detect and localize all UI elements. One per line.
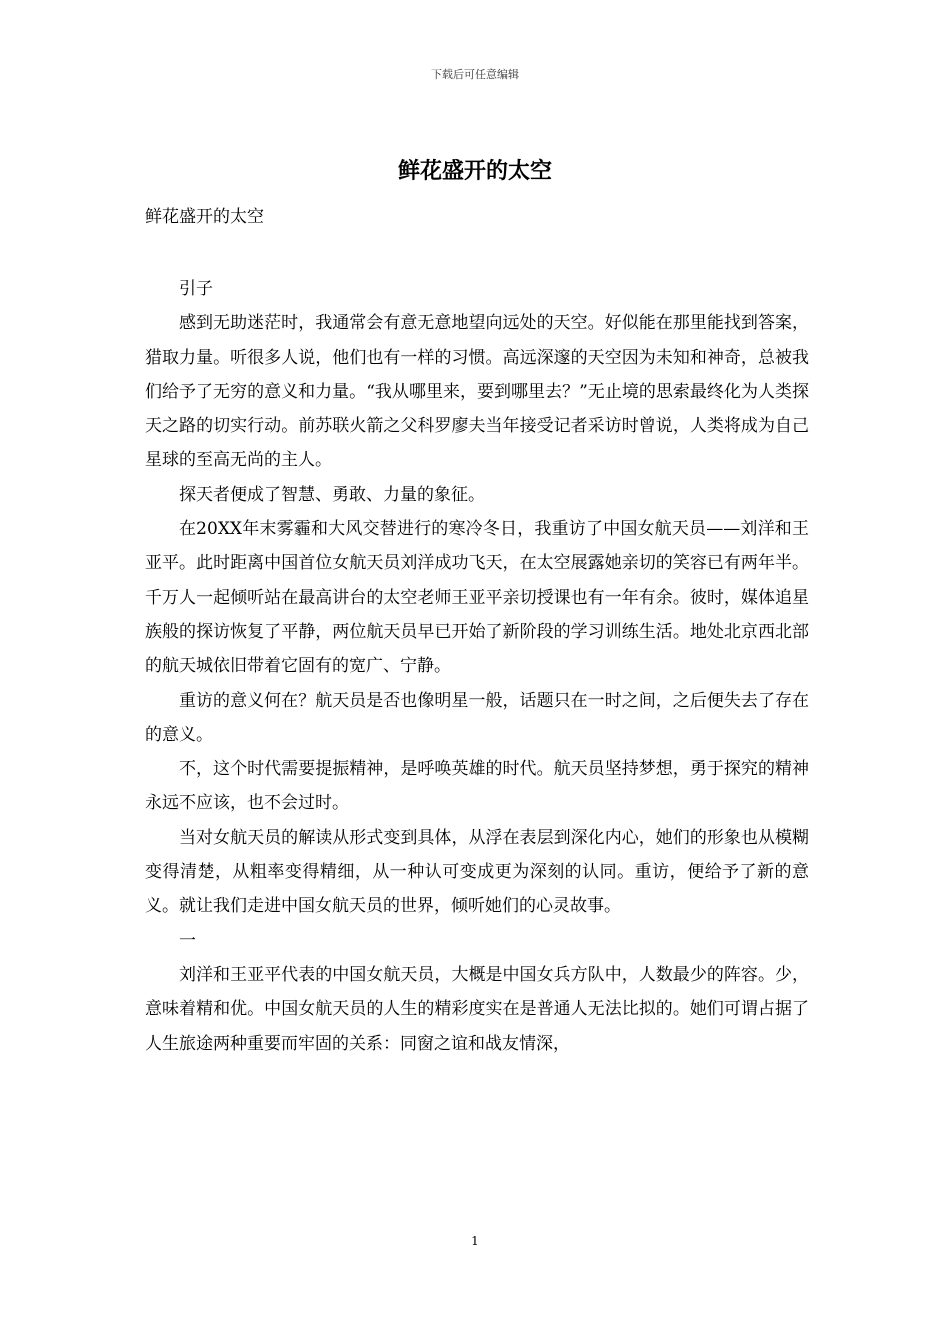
document-subtitle: 鲜花盛开的太空 — [145, 207, 264, 227]
paragraph: 探天者便成了智慧、勇敢、力量的象征。 — [179, 484, 485, 505]
paragraph: 感到无助迷茫时，我通常会有意无意地望向远处的天空。好似能在那里能找到答案，猎取力量。听很多人说，他们也有一样的习惯。高远深邃的天空因为未知和神奇，总被我们给予了无穷的意义和力量。“我从哪里来，要到哪里去？”无止境的思索最终化为人类探天之路的切实行动。前苏联火箭之父科罗廖夫当年接受记者采访时曾说，人类将成为自己星球的至高无尚的主人。 — [145, 313, 809, 471]
paragraph-intro-heading: 引子 — [179, 279, 213, 299]
paragraph: 刘洋和王亚平代表的中国女航天员，大概是中国女兵方队中，人数最少的阵容。少，意味着精和优。中国女航天员的人生的精彩度实在是普通人无法比拟的。她们可谓占据了人生旅途两种重要而牢固的关系：同窗之谊和战友情深， — [145, 964, 809, 1054]
paragraph: 当对女航天员的解读从形式变到具体，从浮在表层到深化内心，她们的形象也从模糊变得清楚，从粗率变得精细，从一种认可变成更为深刻的认同。重访，便给予了新的意义。就让我们走进中国女航天员的世界，倾听她们的心灵故事。 — [145, 827, 809, 917]
paragraph: 重访的意义何在？航天员是否也像明星一般，话题只在一时之间，之后便失去了存在的意义。 — [145, 690, 809, 745]
page-header: 下载后可任意编辑 — [431, 68, 519, 81]
document-title: 鲜花盛开的太空 — [397, 158, 552, 184]
section-heading: 一 — [179, 930, 196, 951]
page-number: 1 — [471, 1234, 479, 1248]
document-body — [145, 272, 809, 1061]
paragraph: 不，这个时代需要提振精神，是呼唤英雄的时代。航天员坚持梦想，勇于探究的精神永远不应该，也不会过时。 — [145, 759, 809, 814]
paragraph: 在20XX年末雾霾和大风交替进行的寒冷冬日，我重访了中国女航天员——刘洋和王亚平。此时距离中国首位女航天员刘洋成功飞天，在太空展露她亲切的笑容已有两年半。千万人一起倾听站在最高讲台的太空老师王亚平亲切授课也有一年有余。彼时，媒体追星族般的探访恢复了平静，两位航天员早已开始了新阶段的学习训练生活。地处北京西北部的航天城依旧带着它固有的宽广、宁静。 — [145, 519, 809, 677]
